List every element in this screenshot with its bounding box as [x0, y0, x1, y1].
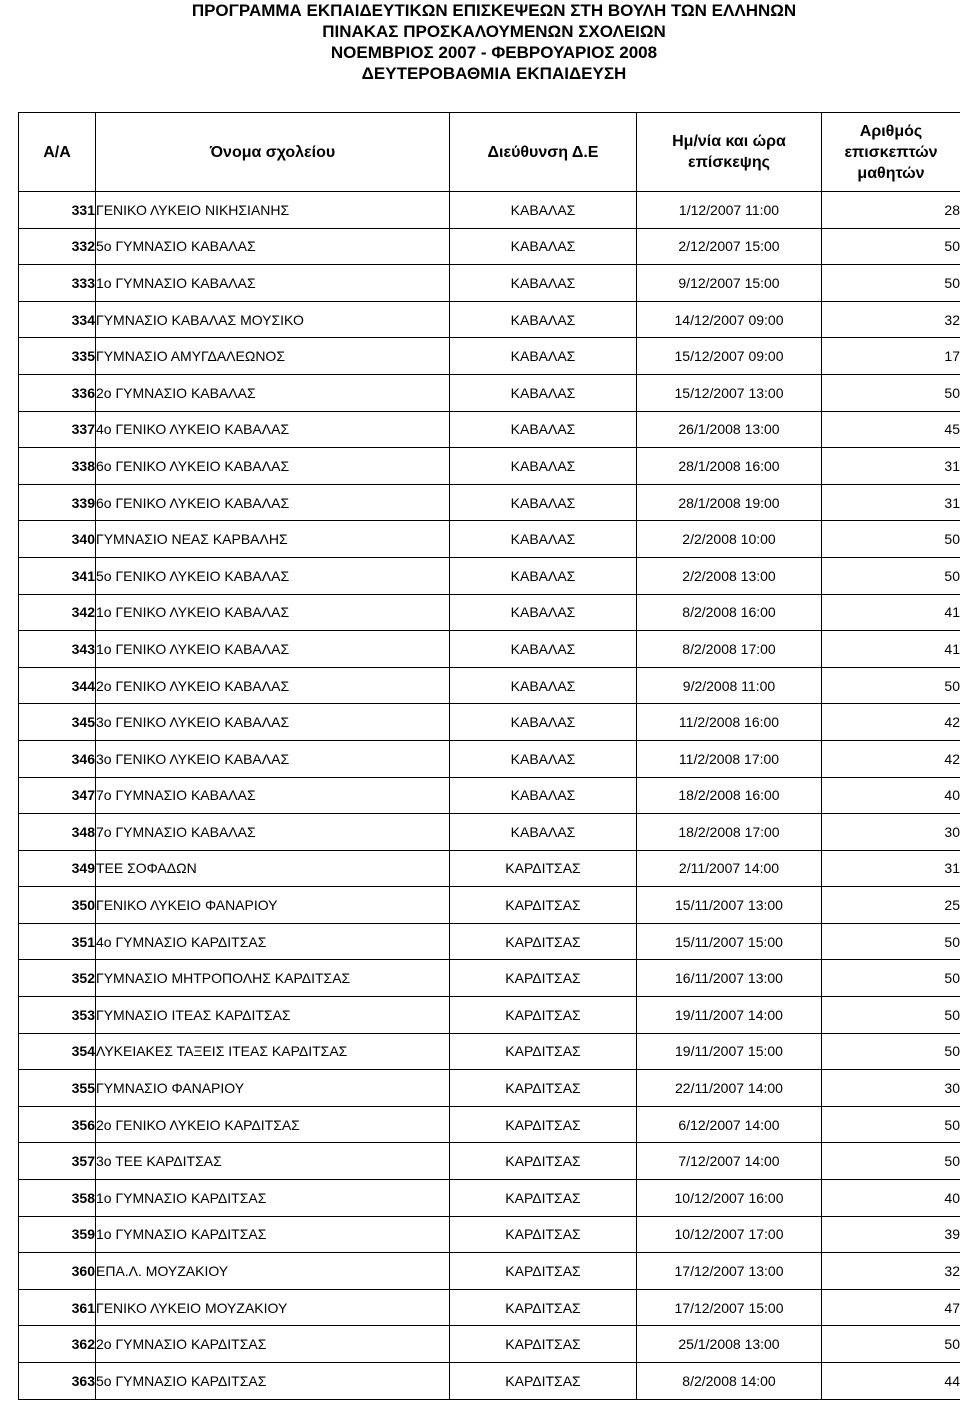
visit-datetime-cell: 10/12/2007 16:00 [637, 1180, 822, 1217]
visit-datetime-cell: 25/1/2008 13:00 [637, 1326, 822, 1363]
student-count-cell: 50 [822, 557, 960, 594]
visit-datetime-cell: 15/12/2007 09:00 [637, 338, 822, 375]
datetime-header-line1: Ημ/νία και ώρα [672, 133, 786, 150]
student-count-cell: 41 [822, 631, 960, 668]
school-name-cell: 3ο ΤΕΕ ΚΑΡΔΙΤΣΑΣ [96, 1143, 450, 1180]
school-name-cell: ΓΥΜΝΑΣΙΟ ΝΕΑΣ ΚΑΡΒΑΛΗΣ [96, 521, 450, 558]
visit-datetime-cell: 15/12/2007 13:00 [637, 374, 822, 411]
student-count-cell: 30 [822, 1070, 960, 1107]
header-row [19, 113, 960, 192]
visit-datetime-cell: 28/1/2008 16:00 [637, 448, 822, 485]
school-name-cell: ΤΕΕ ΣΟΦΑΔΩΝ [96, 850, 450, 887]
directorate-cell: ΚΑΒΑΛΑΣ [450, 777, 637, 814]
student-count-cell: 50 [822, 1326, 960, 1363]
column-header-aa: Α/Α [19, 113, 96, 192]
directorate-cell: ΚΑΡΔΙΤΣΑΣ [450, 850, 637, 887]
directorate-cell: ΚΑΡΔΙΤΣΑΣ [450, 1143, 637, 1180]
directorate-cell: ΚΑΒΑΛΑΣ [450, 192, 637, 229]
visit-datetime-cell: 16/11/2007 13:00 [637, 960, 822, 997]
school-name-cell: 2ο ΓΕΝΙΚΟ ΛΥΚΕΙΟ ΚΑΡΔΙΤΣΑΣ [96, 1106, 450, 1143]
student-count-cell: 28 [822, 192, 960, 229]
table-row [19, 777, 960, 814]
school-name-cell: 1ο ΓΥΜΝΑΣΙΟ ΚΑΒΑΛΑΣ [96, 265, 450, 302]
directorate-cell: ΚΑΡΔΙΤΣΑΣ [450, 1070, 637, 1107]
table-row [19, 1363, 960, 1400]
directorate-cell: ΚΑΡΔΙΤΣΑΣ [450, 923, 637, 960]
student-count-cell: 50 [822, 923, 960, 960]
table-row [19, 814, 960, 851]
table-row [19, 1216, 960, 1253]
student-count-cell: 44 [822, 1363, 960, 1400]
school-name-cell: 6ο ΓΕΝΙΚΟ ΛΥΚΕΙΟ ΚΑΒΑΛΑΣ [96, 448, 450, 485]
row-number-cell: 333 [19, 265, 96, 302]
student-count-cell: 45 [822, 411, 960, 448]
row-number-cell: 341 [19, 557, 96, 594]
visit-datetime-cell: 10/12/2007 17:00 [637, 1216, 822, 1253]
row-number-cell: 350 [19, 887, 96, 924]
visit-datetime-cell: 17/12/2007 15:00 [637, 1289, 822, 1326]
row-number-cell: 349 [19, 850, 96, 887]
row-number-cell: 332 [19, 228, 96, 265]
directorate-cell: ΚΑΒΑΛΑΣ [450, 740, 637, 777]
visit-datetime-cell: 11/2/2008 17:00 [637, 740, 822, 777]
row-number-cell: 355 [19, 1070, 96, 1107]
visit-datetime-cell: 19/11/2007 14:00 [637, 997, 822, 1034]
student-count-cell: 50 [822, 1033, 960, 1070]
student-count-cell: 50 [822, 1106, 960, 1143]
directorate-cell: ΚΑΒΑΛΑΣ [450, 338, 637, 375]
visit-datetime-cell: 15/11/2007 13:00 [637, 887, 822, 924]
column-header-datetime [637, 113, 822, 192]
student-count-cell: 32 [822, 301, 960, 338]
table-row [19, 448, 960, 485]
school-name-cell: 4ο ΓΥΜΝΑΣΙΟ ΚΑΡΔΙΤΣΑΣ [96, 923, 450, 960]
table-row [19, 228, 960, 265]
visit-datetime-cell: 6/12/2007 14:00 [637, 1106, 822, 1143]
table-row [19, 192, 960, 229]
directorate-cell: ΚΑΡΔΙΤΣΑΣ [450, 997, 637, 1034]
title-line-program: ΠΡΟΓΡΑΜΜΑ ΕΚΠΑΙΔΕΥΤΙΚΩΝ ΕΠΙΣΚΕΨΕΩΝ ΣΤΗ ΒΟΥΛΗ ΤΩΝ ΕΛΛΗΝΩΝ [191, 1, 797, 20]
visit-datetime-cell: 8/2/2008 16:00 [637, 594, 822, 631]
school-name-cell: 1ο ΓΥΜΝΑΣΙΟ ΚΑΡΔΙΤΣΑΣ [96, 1180, 450, 1217]
students-header-line2: επισκεπτών [844, 143, 938, 161]
visit-datetime-cell: 22/11/2007 14:00 [637, 1070, 822, 1107]
table-row [19, 1326, 960, 1363]
directorate-cell: ΚΑΡΔΙΤΣΑΣ [450, 1216, 637, 1253]
table-row [19, 740, 960, 777]
directorate-cell: ΚΑΒΑΛΑΣ [450, 667, 637, 704]
visit-datetime-cell: 1/12/2007 11:00 [637, 192, 822, 229]
school-name-cell: 5ο ΓΥΜΝΑΣΙΟ ΚΑΒΑΛΑΣ [96, 228, 450, 265]
row-number-cell: 342 [19, 594, 96, 631]
row-number-cell: 356 [19, 1106, 96, 1143]
table-row [19, 1070, 960, 1107]
table-row [19, 704, 960, 741]
student-count-cell: 42 [822, 704, 960, 741]
row-number-cell: 336 [19, 374, 96, 411]
directorate-cell: ΚΑΒΑΛΑΣ [450, 265, 637, 302]
row-number-cell: 363 [19, 1363, 96, 1400]
table-row [19, 631, 960, 668]
school-name-cell: 5ο ΓΥΜΝΑΣΙΟ ΚΑΡΔΙΤΣΑΣ [96, 1363, 450, 1400]
directorate-cell: ΚΑΡΔΙΤΣΑΣ [450, 960, 637, 997]
student-count-cell: 50 [822, 374, 960, 411]
school-name-cell: ΛΥΚΕΙΑΚΕΣ ΤΑΞΕΙΣ ΙΤΕΑΣ ΚΑΡΔΙΤΣΑΣ [96, 1033, 450, 1070]
visit-datetime-cell: 18/2/2008 17:00 [637, 814, 822, 851]
table-row [19, 484, 960, 521]
student-count-cell: 42 [822, 740, 960, 777]
table-row [19, 887, 960, 924]
school-name-cell: ΕΠΑ.Λ. ΜΟΥΖΑΚΙΟΥ [96, 1253, 450, 1290]
row-number-cell: 340 [19, 521, 96, 558]
row-number-cell: 358 [19, 1180, 96, 1217]
directorate-cell: ΚΑΡΔΙΤΣΑΣ [450, 887, 637, 924]
school-name-cell: 1ο ΓΥΜΝΑΣΙΟ ΚΑΡΔΙΤΣΑΣ [96, 1216, 450, 1253]
column-header-school: Όνομα σχολείου [96, 113, 450, 192]
student-count-cell: 50 [822, 521, 960, 558]
row-number-cell: 362 [19, 1326, 96, 1363]
row-number-cell: 345 [19, 704, 96, 741]
student-count-cell: 40 [822, 777, 960, 814]
table-row [19, 1253, 960, 1290]
table-row [19, 1106, 960, 1143]
student-count-cell: 39 [822, 1216, 960, 1253]
table-row [19, 1180, 960, 1217]
school-name-cell: ΓΥΜΝΑΣΙΟ ΚΑΒΑΛΑΣ ΜΟΥΣΙΚΟ [96, 301, 450, 338]
directorate-cell: ΚΑΡΔΙΤΣΑΣ [450, 1253, 637, 1290]
directorate-cell: ΚΑΒΑΛΑΣ [450, 557, 637, 594]
student-count-cell: 17 [822, 338, 960, 375]
table-body [19, 192, 960, 1400]
visit-datetime-cell: 9/12/2007 15:00 [637, 265, 822, 302]
school-name-cell: 7ο ΓΥΜΝΑΣΙΟ ΚΑΒΑΛΑΣ [96, 777, 450, 814]
visit-datetime-cell: 2/12/2007 15:00 [637, 228, 822, 265]
directorate-cell: ΚΑΡΔΙΤΣΑΣ [450, 1289, 637, 1326]
row-number-cell: 348 [19, 814, 96, 851]
row-number-cell: 343 [19, 631, 96, 668]
table-row [19, 265, 960, 302]
table-row [19, 997, 960, 1034]
visit-datetime-cell: 2/11/2007 14:00 [637, 850, 822, 887]
row-number-cell: 335 [19, 338, 96, 375]
student-count-cell: 50 [822, 997, 960, 1034]
table-row [19, 667, 960, 704]
visit-datetime-cell: 18/2/2008 16:00 [637, 777, 822, 814]
table-row [19, 557, 960, 594]
directorate-cell: ΚΑΒΑΛΑΣ [450, 448, 637, 485]
table-row [19, 850, 960, 887]
table-row [19, 411, 960, 448]
row-number-cell: 334 [19, 301, 96, 338]
student-count-cell: 50 [822, 667, 960, 704]
student-count-cell: 50 [822, 265, 960, 302]
school-name-cell: 2ο ΓΥΜΝΑΣΙΟ ΚΑΡΔΙΤΣΑΣ [96, 1326, 450, 1363]
row-number-cell: 351 [19, 923, 96, 960]
school-name-cell: 1ο ΓΕΝΙΚΟ ΛΥΚΕΙΟ ΚΑΒΑΛΑΣ [96, 594, 450, 631]
visit-datetime-cell: 15/11/2007 15:00 [637, 923, 822, 960]
student-count-cell: 31 [822, 448, 960, 485]
student-count-cell: 31 [822, 850, 960, 887]
row-number-cell: 344 [19, 667, 96, 704]
directorate-cell: ΚΑΒΑΛΑΣ [450, 228, 637, 265]
table-row [19, 923, 960, 960]
visit-datetime-cell: 17/12/2007 13:00 [637, 1253, 822, 1290]
table-row [19, 1143, 960, 1180]
table-row [19, 1033, 960, 1070]
directorate-cell: ΚΑΒΑΛΑΣ [450, 411, 637, 448]
student-count-cell: 30 [822, 814, 960, 851]
visit-datetime-cell: 26/1/2008 13:00 [637, 411, 822, 448]
directorate-cell: ΚΑΒΑΛΑΣ [450, 704, 637, 741]
student-count-cell: 50 [822, 960, 960, 997]
title-line-table: ΠΙΝΑΚΑΣ ΠΡΟΣΚΑΛΟΥΜΕΝΩΝ ΣΧΟΛΕΙΩΝ [322, 22, 666, 41]
directorate-cell: ΚΑΒΑΛΑΣ [450, 374, 637, 411]
table-row [19, 1289, 960, 1326]
row-number-cell: 361 [19, 1289, 96, 1326]
student-count-cell: 40 [822, 1180, 960, 1217]
directorate-cell: ΚΑΡΔΙΤΣΑΣ [450, 1106, 637, 1143]
column-header-students [822, 113, 960, 192]
visit-datetime-cell: 19/11/2007 15:00 [637, 1033, 822, 1070]
student-count-cell: 32 [822, 1253, 960, 1290]
directorate-cell: ΚΑΡΔΙΤΣΑΣ [450, 1180, 637, 1217]
table-row [19, 301, 960, 338]
row-number-cell: 353 [19, 997, 96, 1034]
school-name-cell: ΓΥΜΝΑΣΙΟ ΦΑΝΑΡΙΟΥ [96, 1070, 450, 1107]
directorate-cell: ΚΑΒΑΛΑΣ [450, 521, 637, 558]
school-name-cell: 4ο ΓΕΝΙΚΟ ΛΥΚΕΙΟ ΚΑΒΑΛΑΣ [96, 411, 450, 448]
visit-datetime-cell: 2/2/2008 13:00 [637, 557, 822, 594]
student-count-cell: 41 [822, 594, 960, 631]
table-row [19, 521, 960, 558]
school-name-cell: ΓΥΜΝΑΣΙΟ ΙΤΕΑΣ ΚΑΡΔΙΤΣΑΣ [96, 997, 450, 1034]
student-count-cell: 25 [822, 887, 960, 924]
students-header-line3: μαθητών [857, 164, 925, 182]
school-name-cell: 3ο ΓΕΝΙΚΟ ΛΥΚΕΙΟ ΚΑΒΑΛΑΣ [96, 704, 450, 741]
directorate-cell: ΚΑΒΑΛΑΣ [450, 631, 637, 668]
row-number-cell: 339 [19, 484, 96, 521]
visit-datetime-cell: 28/1/2008 19:00 [637, 484, 822, 521]
visit-datetime-cell: 11/2/2008 16:00 [637, 704, 822, 741]
directorate-cell: ΚΑΒΑΛΑΣ [450, 594, 637, 631]
directorate-cell: ΚΑΒΑΛΑΣ [450, 814, 637, 851]
directorate-cell: ΚΑΒΑΛΑΣ [450, 484, 637, 521]
row-number-cell: 352 [19, 960, 96, 997]
visit-datetime-cell: 8/2/2008 14:00 [637, 1363, 822, 1400]
school-name-cell: ΓΕΝΙΚΟ ΛΥΚΕΙΟ ΜΟΥΖΑΚΙΟΥ [96, 1289, 450, 1326]
column-header-directorate: Διεύθυνση Δ.Ε [450, 113, 637, 192]
visit-datetime-cell: 7/12/2007 14:00 [637, 1143, 822, 1180]
table-row [19, 374, 960, 411]
directorate-cell: ΚΑΡΔΙΤΣΑΣ [450, 1326, 637, 1363]
students-header-line1: Αριθμός [859, 122, 923, 140]
visit-datetime-cell: 14/12/2007 09:00 [637, 301, 822, 338]
school-name-cell: 7ο ΓΥΜΝΑΣΙΟ ΚΑΒΑΛΑΣ [96, 814, 450, 851]
row-number-cell: 337 [19, 411, 96, 448]
document-header [0, 0, 960, 84]
visit-datetime-cell: 9/2/2008 11:00 [637, 667, 822, 704]
school-name-cell: 3ο ΓΕΝΙΚΟ ΛΥΚΕΙΟ ΚΑΒΑΛΑΣ [96, 740, 450, 777]
datetime-header-line2: επίσκεψης [688, 154, 770, 171]
student-count-cell: 47 [822, 1289, 960, 1326]
school-name-cell: 2ο ΓΕΝΙΚΟ ΛΥΚΕΙΟ ΚΑΒΑΛΑΣ [96, 667, 450, 704]
directorate-cell: ΚΑΒΑΛΑΣ [450, 301, 637, 338]
school-name-cell: 5ο ΓΕΝΙΚΟ ΛΥΚΕΙΟ ΚΑΒΑΛΑΣ [96, 557, 450, 594]
school-name-cell: ΓΥΜΝΑΣΙΟ ΜΗΤΡΟΠΟΛΗΣ ΚΑΡΔΙΤΣΑΣ [96, 960, 450, 997]
schools-table [18, 112, 960, 1400]
table-row [19, 594, 960, 631]
row-number-cell: 360 [19, 1253, 96, 1290]
school-name-cell: ΓΕΝΙΚΟ ΛΥΚΕΙΟ ΦΑΝΑΡΙΟΥ [96, 887, 450, 924]
row-number-cell: 331 [19, 192, 96, 229]
directorate-cell: ΚΑΡΔΙΤΣΑΣ [450, 1033, 637, 1070]
visit-datetime-cell: 8/2/2008 17:00 [637, 631, 822, 668]
row-number-cell: 347 [19, 777, 96, 814]
row-number-cell: 338 [19, 448, 96, 485]
row-number-cell: 359 [19, 1216, 96, 1253]
school-name-cell: 2ο ΓΥΜΝΑΣΙΟ ΚΑΒΑΛΑΣ [96, 374, 450, 411]
school-name-cell: ΓΕΝΙΚΟ ΛΥΚΕΙΟ ΝΙΚΗΣΙΑΝΗΣ [96, 192, 450, 229]
directorate-cell: ΚΑΡΔΙΤΣΑΣ [450, 1363, 637, 1400]
school-name-cell: 1ο ΓΕΝΙΚΟ ΛΥΚΕΙΟ ΚΑΒΑΛΑΣ [96, 631, 450, 668]
title-line-period: ΝΟΕΜΒΡΙΟΣ 2007 - ΦΕΒΡΟΥΑΡΙΟΣ 2008 [330, 43, 658, 62]
row-number-cell: 354 [19, 1033, 96, 1070]
school-name-cell: ΓΥΜΝΑΣΙΟ ΑΜΥΓΔΑΛΕΩΝΟΣ [96, 338, 450, 375]
student-count-cell: 50 [822, 228, 960, 265]
school-name-cell: 6ο ΓΕΝΙΚΟ ΛΥΚΕΙΟ ΚΑΒΑΛΑΣ [96, 484, 450, 521]
student-count-cell: 31 [822, 484, 960, 521]
student-count-cell: 50 [822, 1143, 960, 1180]
table-row [19, 338, 960, 375]
row-number-cell: 346 [19, 740, 96, 777]
row-number-cell: 357 [19, 1143, 96, 1180]
title-line-level: ΔΕΥΤΕΡΟΒΑΘΜΙΑ ΕΚΠΑΙΔΕΥΣΗ [361, 64, 627, 83]
visit-datetime-cell: 2/2/2008 10:00 [637, 521, 822, 558]
table-row [19, 960, 960, 997]
